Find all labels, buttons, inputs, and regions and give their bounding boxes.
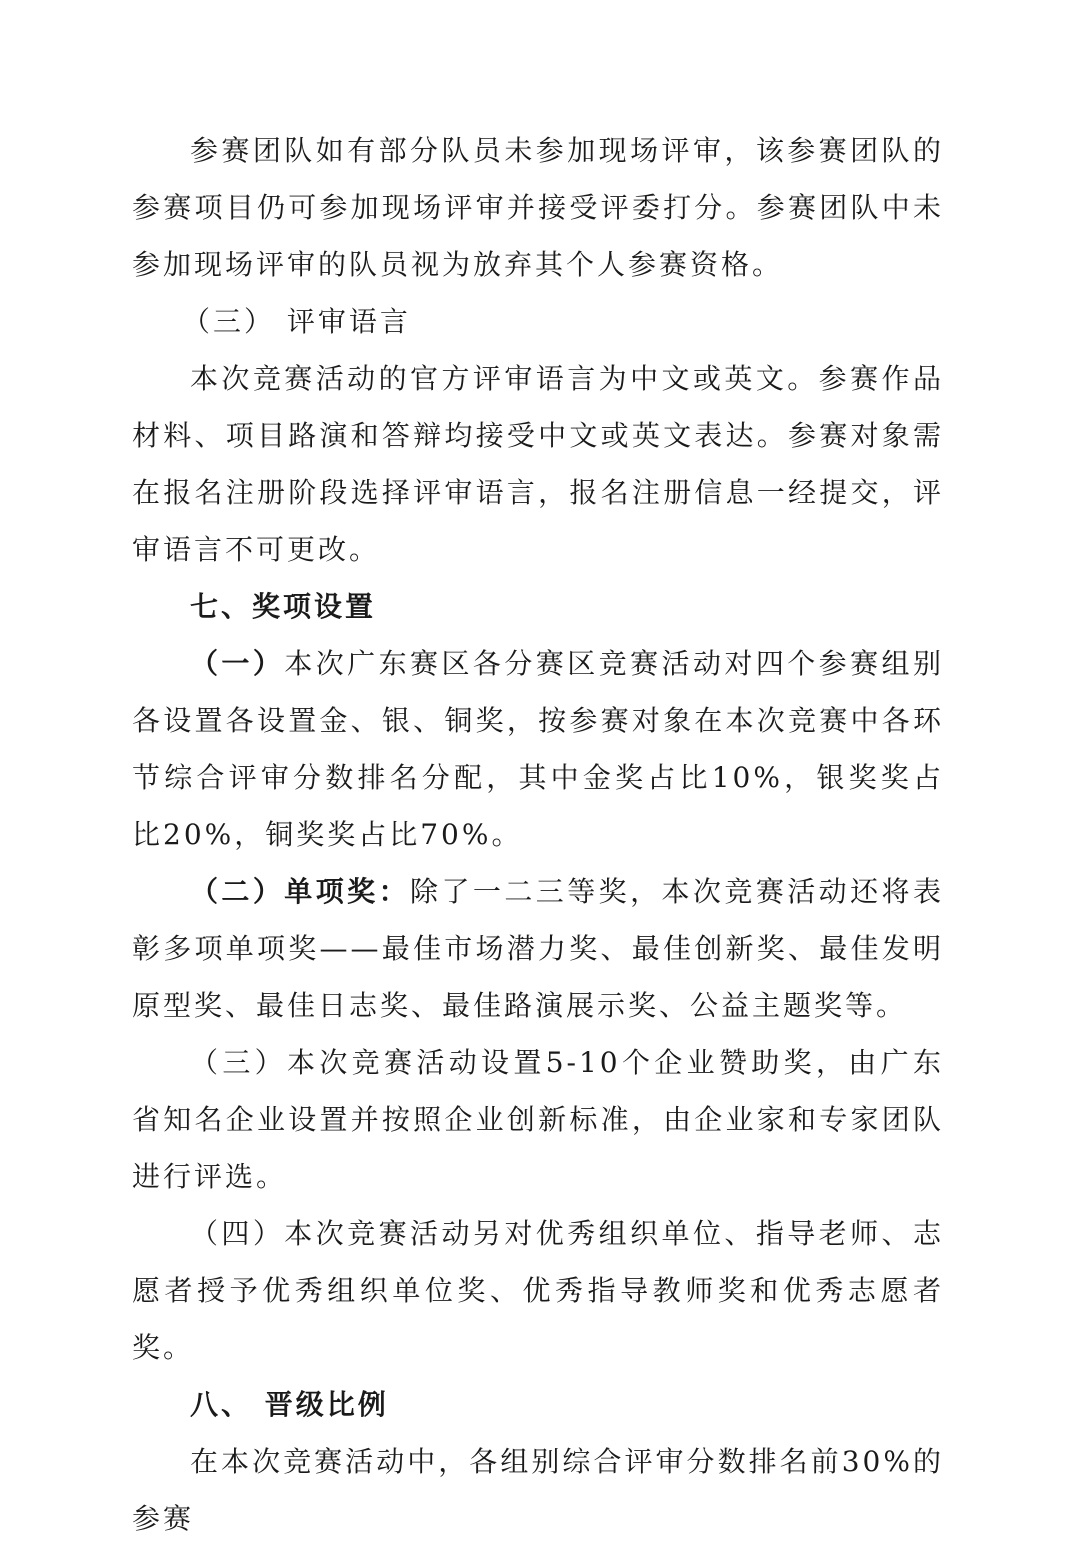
subheading-review-language: （三） 评审语言 xyxy=(182,305,411,338)
single-awards-label: （二）单项奖： xyxy=(190,875,411,908)
paragraph-sponsor-awards: （三）本次竞赛活动设置5-10个企业赞助奖，由广东省知名企业设置并按照企业创新标准，由企业家和专家团队进行评选。 xyxy=(132,1046,944,1193)
paragraph-single-awards xyxy=(132,863,944,1034)
award-tiers-text: 本次广东赛区各分赛区竞赛活动对四个参赛组别各设置各设置金、银、铜奖，按参赛对象在本次竞赛中各环节综合评审分数排名分配，其中金奖占比10%，银奖奖占比20%，铜奖奖占比70%。 xyxy=(132,647,944,851)
paragraph-organization-awards: （四）本次竞赛活动另对优秀组织单位、指导老师、志愿者授予优秀组织单位奖、优秀指导教师奖和优秀志愿者奖。 xyxy=(132,1217,944,1364)
paragraph-team-attendance: 参赛团队如有部分队员未参加现场评审，该参赛团队的参赛项目仍可参加现场评审并接受评委打分。参赛团队中未参加现场评审的队员视为放弃其个人参赛资格。 xyxy=(132,134,944,281)
paragraph-award-tiers xyxy=(132,635,944,863)
award-tiers-label: （一） xyxy=(190,647,285,680)
document-body xyxy=(132,122,944,1547)
paragraph-review-language: 本次竞赛活动的官方评审语言为中文或英文。参赛作品材料、项目路演和答辩均接受中文或英文表达。参赛对象需在报名注册阶段选择评审语言，报名注册信息一经提交，评审语言不可更改。 xyxy=(132,362,944,566)
single-awards-text: 除了一二三等奖，本次竞赛活动还将表彰多项单项奖——最佳市场潜力奖、最佳创新奖、最佳发明原型奖、最佳日志奖、最佳路演展示奖、公益主题奖等。 xyxy=(132,875,944,1022)
heading-advancement-ratio: 八、 晋级比例 xyxy=(190,1388,389,1421)
heading-awards: 七、奖项设置 xyxy=(190,590,377,623)
paragraph-advancement: 在本次竞赛活动中，各组别综合评审分数排名前30%的参赛 xyxy=(132,1445,944,1535)
